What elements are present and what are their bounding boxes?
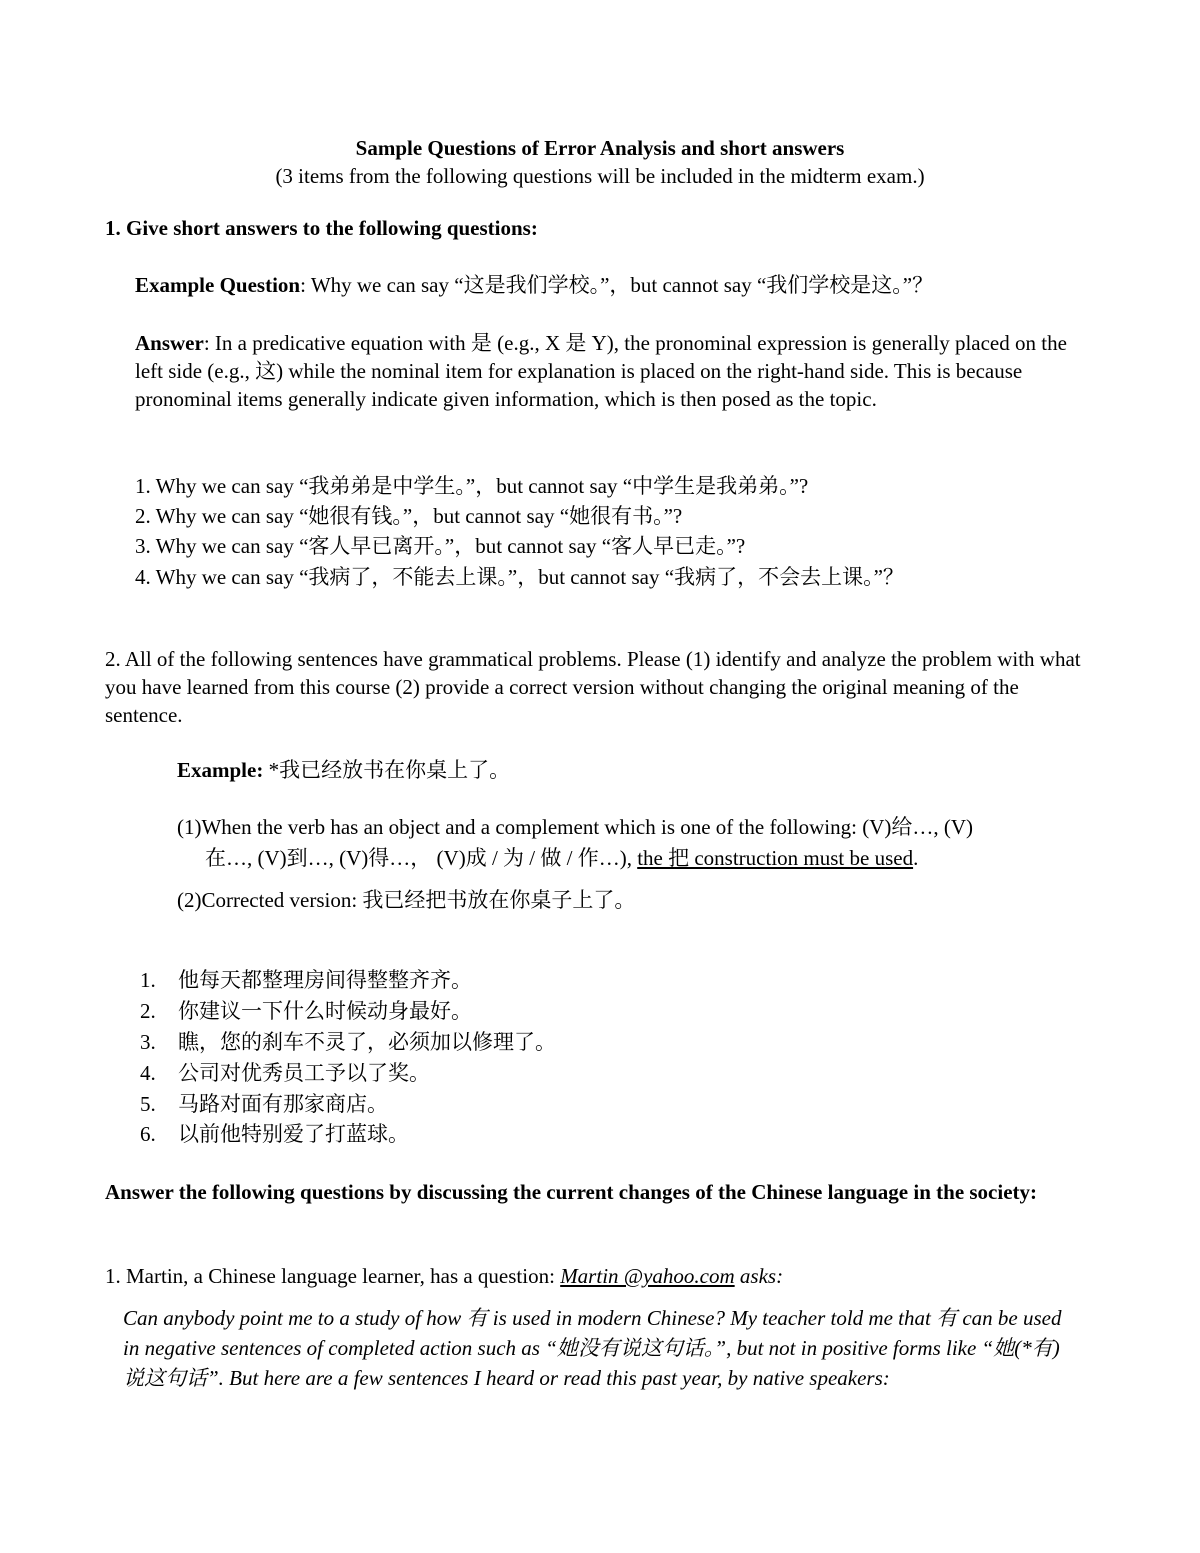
question-martin-suffix: asks: [734, 1264, 784, 1288]
example-question-label: Example Question [135, 273, 301, 297]
error-sentence-4 [140, 1059, 430, 1087]
analysis-point-1-line-1: (1)When the verb has an object and a complement which is one of the following: (V)给…, (V) [177, 815, 974, 839]
example-answer [135, 329, 1080, 413]
question-martin [105, 1262, 783, 1290]
ba-construction-rule: the 把 construction must be used [637, 846, 914, 870]
analysis-point-1-text: 在…, (V)到…, (V)得…， (V)成 / 为 / 做 / 作…), [205, 846, 638, 870]
short-question-4: 4. Why we can say “我病了，不能去上课。”，but cannot say “我病了，不会去上课。”？ [135, 565, 904, 589]
error-sentence-2 [140, 997, 472, 1025]
short-question-2: 2. Why we can say “她很有钱。”，but cannot say “她很有书。”? [135, 504, 683, 528]
item-number: 5. [140, 1092, 156, 1116]
item-text: 公司对优秀员工予以了奖。 [178, 1061, 430, 1085]
error-sentence-3 [140, 1028, 556, 1056]
martin-quote: Can anybody point me to a study of how 有 is used in modern Chinese? My teacher told me that 有 can be used in negative sentences of completed action such as “她没有说这句话。”, but not in positive forms like “她(*有) 说这句话”. But here are a few sentences I heard or read this past year, by native speakers: [123, 1306, 1062, 1390]
analysis-point-1-line-2 [205, 844, 918, 872]
short-question-3: 3. Why we can say “客人早已离开。”，but cannot say “客人早已走。”? [135, 534, 746, 558]
error-example-label: Example: [177, 758, 264, 782]
item-number: 4. [140, 1061, 156, 1085]
item-text: 以前他特别爱了打蓝球。 [178, 1122, 409, 1146]
analysis-point-1-period: . [913, 846, 919, 870]
error-sentence-6 [140, 1120, 409, 1148]
error-example-text: *我已经放书在你桌上了。 [263, 758, 511, 782]
item-text: 你建议一下什么时候动身最好。 [178, 999, 472, 1023]
section-1-heading: 1. Give short answers to the following questions: [105, 216, 538, 240]
question-martin-prefix: 1. Martin, a Chinese language learner, has a question: [105, 1264, 561, 1288]
document-subtitle: (3 items from the following questions will be included in the midterm exam.) [275, 164, 925, 188]
item-number: 2. [140, 999, 156, 1023]
item-number: 1. [140, 968, 156, 992]
section-3-heading: Answer the following questions by discussing the current changes of the Chinese language in the society: [105, 1180, 1038, 1204]
document-title: Sample Questions of Error Analysis and short answers [355, 136, 845, 160]
item-text: 瞧，您的刹车不灵了，必须加以修理了。 [178, 1030, 556, 1054]
error-sentence-5 [140, 1090, 388, 1118]
error-example [177, 756, 510, 784]
item-number: 6. [140, 1122, 156, 1146]
item-number: 3. [140, 1030, 156, 1054]
corrected-version: (2)Corrected version: 我已经把书放在你桌子上了。 [177, 888, 636, 912]
error-sentence-1 [140, 966, 472, 994]
section-2-intro: 2. All of the following sentences have grammatical problems. Please (1) identify and analyze the problem with what you have learned from this course (2) provide a correct version without changing the original meaning of the sentence. [105, 647, 1081, 727]
answer-label: Answer [135, 331, 204, 355]
item-text: 他每天都整理房间得整整齐齐。 [178, 968, 472, 992]
answer-text: : In a predicative equation with 是 (e.g., X 是 Y), the pronominal expression is generally placed on the left side (e.g., 这) while the nominal item for explanation is placed on the right-hand side. This is because pronominal items generally indicate given information, which is then posed as the topic. [135, 331, 1067, 411]
email-link[interactable]: Martin @yahoo.com [560, 1264, 735, 1288]
short-question-1: 1. Why we can say “我弟弟是中学生。”，but cannot say “中学生是我弟弟。”? [135, 474, 809, 498]
example-question [135, 271, 933, 299]
example-question-text: : Why we can say “这是我们学校。”，but cannot say “我们学校是这。”？ [300, 273, 934, 297]
item-text: 马路对面有那家商店。 [178, 1092, 388, 1116]
